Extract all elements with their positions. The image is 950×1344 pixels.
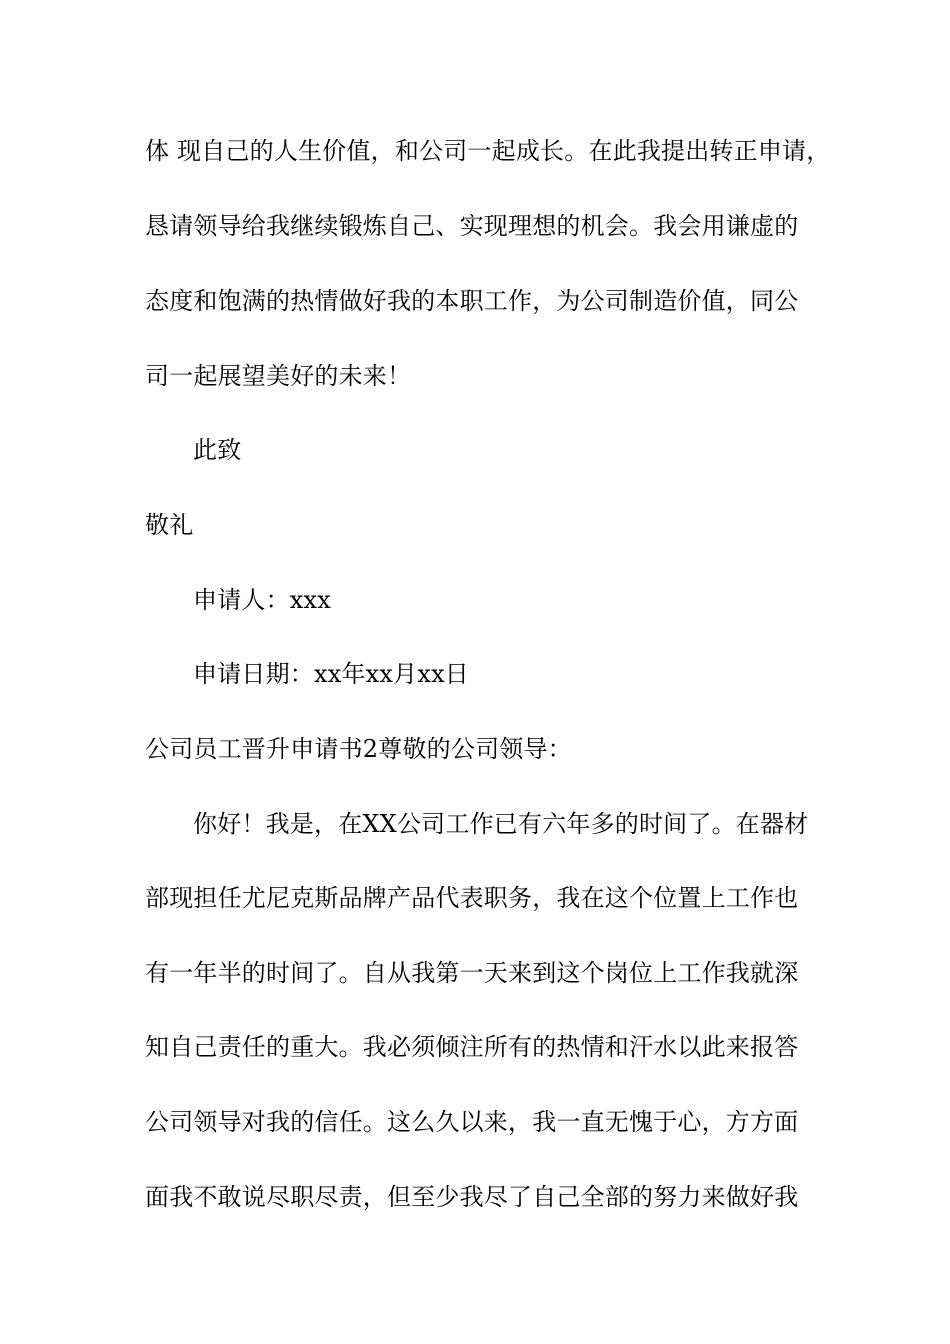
body-line: 恳请领导给我继续锻炼自己、实现理想的机会。我会用谦虚的 xyxy=(145,212,799,240)
closing-regards: 敬礼 xyxy=(145,511,194,539)
body-line: 态度和饱满的热情做好我的本职工作，为公司制造价值，同公 xyxy=(145,287,799,315)
closing-salutation: 此致 xyxy=(193,436,242,464)
body-line: 有一年半的时间了。自从我第一天来到这个岗位上工作我就深 xyxy=(145,959,799,987)
body-line: 知自己责任的重大。我必须倾注所有的热情和汗水以此来报答 xyxy=(145,1033,799,1061)
body-line: 面我不敢说尽职尽责，但至少我尽了自己全部的努力来做好我 xyxy=(145,1183,799,1211)
body-line: 司一起展望美好的未来！ xyxy=(145,362,412,390)
body-line: 体 现自己的人生价值，和公司一起成长。在此我提出转正申请， xyxy=(145,137,831,165)
section-heading: 公司员工晋升申请书2尊敬的公司领导： xyxy=(145,735,572,763)
body-line: 部现担任尤尼克斯品牌产品代表职务，我在这个位置上工作也 xyxy=(145,884,799,912)
application-date-line: 申请日期：xx年xx月xx日 xyxy=(193,660,470,688)
body-line: 你好！我是，在XX公司工作已有六年多的时间了。在器材 xyxy=(193,810,809,838)
applicant-line: 申请人：xxx xyxy=(193,586,332,614)
body-line: 公司领导对我的信任。这么久以来，我一直无愧于心，方方面 xyxy=(145,1108,799,1136)
